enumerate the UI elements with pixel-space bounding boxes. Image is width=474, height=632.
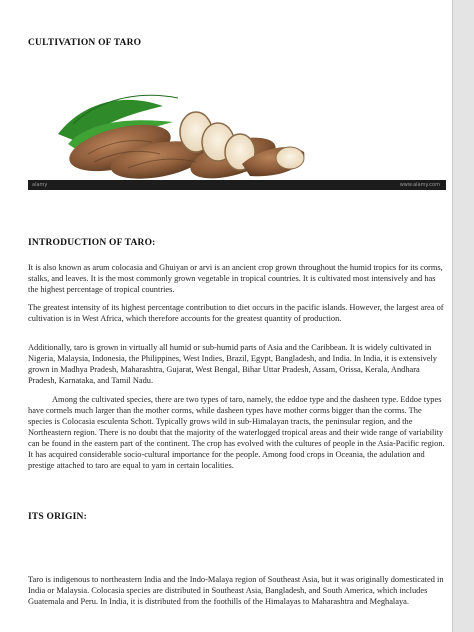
taro-corms-illustration (28, 72, 446, 192)
taro-photo (28, 72, 446, 192)
stock-photo-logo: alamy (32, 182, 48, 188)
document-title: CULTIVATION OF TARO (28, 38, 142, 48)
section-heading-origin: ITS ORIGIN: (28, 512, 87, 522)
origin-paragraph-1: Taro is indigenous to northeastern India and the Indo-Malaya region of Southeast Asia, but it was originally domesticated in India or Malaysia. Colocasia species are distributed in Southeast Asia, Bangladesh, and South America, which includes Guatemala and Peru. In India, it is distributed from the foothills of the Himalayas to Maharashtra and Meghalaya. (28, 575, 444, 606)
section-heading-introduction: INTRODUCTION OF TARO: (28, 238, 156, 248)
stock-photo-url: www.alamy.com (399, 182, 440, 188)
stock-photo-strip (28, 180, 446, 190)
intro-paragraph-3: Additionally, taro is grown in virtually all humid or sub-humid parts of Asia and the Caribbean. It is widely cultivated in Nigeria, Malaysia, Indonesia, the Philippines, West Indies, Brazil, Egypt, Bangladesh, and India. In India, it is extensively grown in Madhya Pradesh, Maharashtra, Gujarat, West Bengal, Bihar Uttar Pradesh, Assam, Orissa, Kerala, Andhara Pradesh, Karnataka, and Tamil Nadu. (28, 343, 437, 385)
intro-paragraph-2: The greatest intensity of its highest percentage contribution to diet occurs in the pacific islands. However, the largest area of cultivation is in West Africa, which therefore accounts for the greatest quantity of production. (28, 303, 444, 323)
page-edge (452, 0, 474, 632)
taro-cut-face (276, 147, 304, 169)
intro-paragraph-4: Among the cultivated species, there are two types of taro, namely, the eddoe type and the dasheen type. Eddoe types have cormels much larger than the mother corms, while dasheen types have mother corms bigger than the corms. The species is Colocasia esculenta Schott. Typically grows wild in sub-Himalayan tracts, the peninsular region, and the Northeastern region. There is no doubt that the majority of the waterlogged tropical areas and their wide range of variability can be found in the eastern part of the continent. The crop has evolved with the cultures of people in the Asia-Pacific region. It has acquired considerable socio-cultural importance for the people. Among food crops in Oceania, the adulation and prestige attached to taro are equal to yam in certain localities. (28, 395, 445, 470)
intro-paragraph-1: It is also known as arum colocasia and Ghuiyan or arvi is an ancient crop grown throughout the humid tropics for its corms, stalks, and leaves. It is the most commonly grown vegetable in tropical countries. It is cultivated most intensively and has the highest percentage of tropical countries. (28, 263, 443, 294)
